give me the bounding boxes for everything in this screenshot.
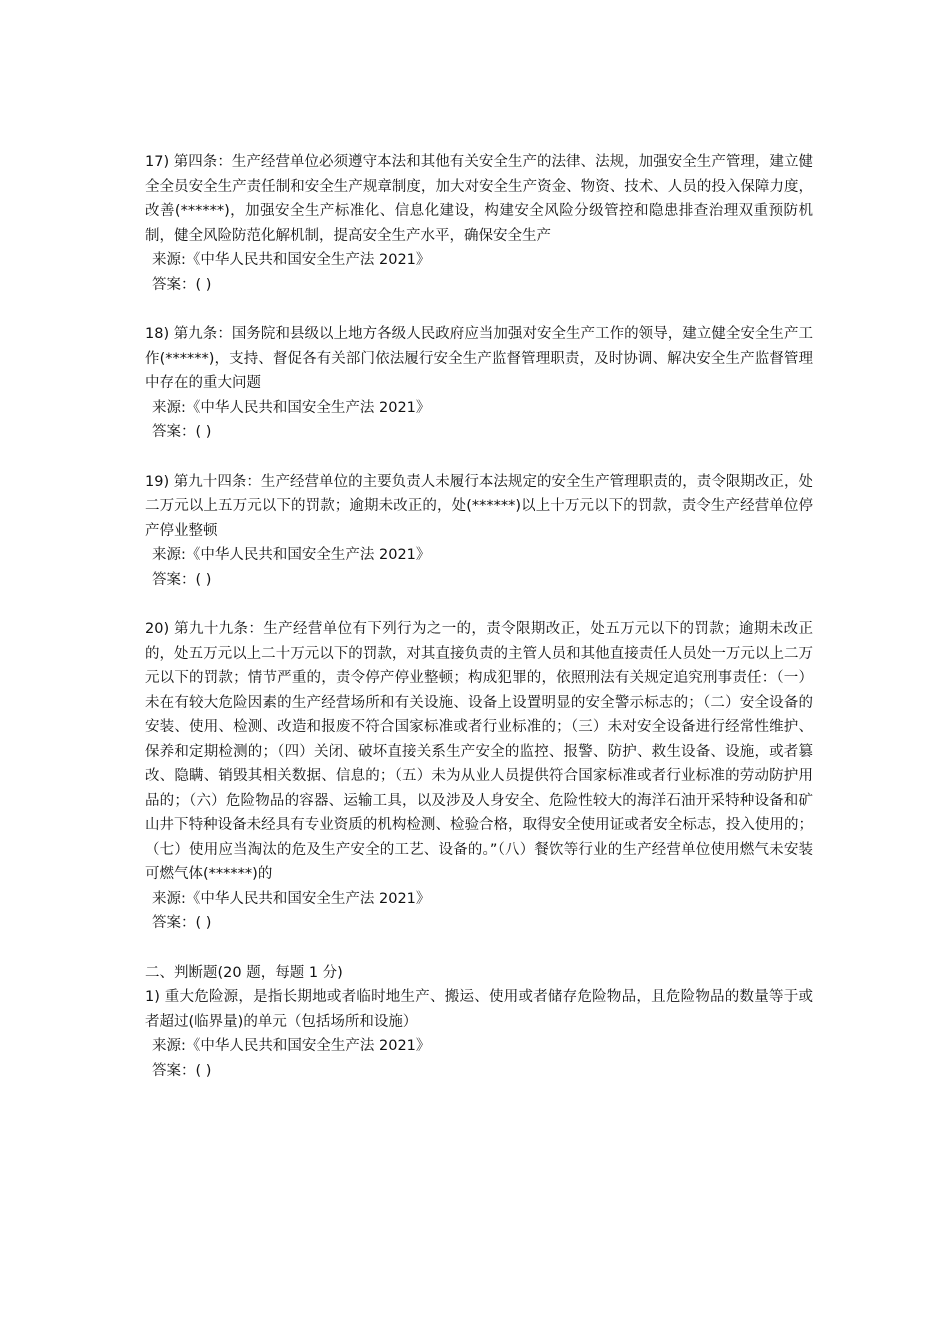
question-source: 来源:《中华人民共和国安全生产法 2021》 — [152, 252, 431, 268]
question-answer: 答案：( ) — [152, 915, 212, 931]
tf-question-1 — [145, 985, 813, 1083]
document-page — [145, 150, 813, 1108]
question-source: 来源:《中华人民共和国安全生产法 2021》 — [152, 547, 431, 563]
question-18 — [145, 322, 813, 445]
question-text: 18) 第九条：国务院和县级以上地方各级人民政府应当加强对安全生产工作的领导，建立健全安全生产工作(******)，支持、督促各有关部门依法履行安全生产监督管理职责，及时协调、解决安全生产监督管理中存在的重大问题 — [145, 326, 813, 391]
question-text: 20) 第九十九条：生产经营单位有下列行为之一的，责令限期改正，处五万元以下的罚款；逾期未改正的，处五万元以上二十万元以下的罚款，对其直接负责的主管人员和其他直接责任人员处一万元以上二万元以下的罚款；情节严重的，责令停产停业整顿；构成犯罪的，依照刑法有关规定追究刑事责任：（一）未在有较大危险因素的生产经营场所和有关设施、设备上设置明显的安全警示标志的；（二）安全设备的安装、使用、检测、改造和报废不符合国家标准或者行业标准的；（三）未对安全设备进行经常性维护、保养和定期检测的；（四）关闭、破坏直接关系生产安全的监控、报警、防护、救生设备、设施，或者篡改、隐瞒、销毁其相关数据、信息的；（五）未为从业人员提供符合国家标准或者行业标准的劳动防护用品的；（六）危险物品的容器、运输工具，以及涉及人身安全、危险性较大的海洋石油开采特种设备和矿山井下特种设备未经具有专业资质的机构检测、检验合格，取得安全使用证或者安全标志，投入使用的；（七）使用应当淘汰的危及生产安全的工艺、设备的。”（八）餐饮等行业的生产经营单位使用燃气未安装可燃气体(******)的 — [145, 621, 813, 882]
question-text: 17) 第四条：生产经营单位必须遵守本法和其他有关安全生产的法律、法规，加强安全生产管理，建立健全全员安全生产责任制和安全生产规章制度，加大对安全生产资金、物资、技术、人员的投入保障力度，改善(******)，加强安全生产标准化、信息化建设，构建安全风险分级管控和隐患排查治理双重预防机制，健全风险防范化解机制，提高安全生产水平，确保安全生产 — [145, 154, 813, 244]
question-source: 来源:《中华人民共和国安全生产法 2021》 — [152, 890, 431, 907]
question-19 — [145, 470, 813, 593]
section-title: 二、判断题(20 题，每题 1 分) — [145, 964, 343, 981]
question-text: 1) 重大危险源，是指长期地或者临时地生产、搬运、使用或者储存危险物品，且危险物品的数量等于或者超过(临界量)的单元（包括场所和设施） — [145, 989, 813, 1030]
question-answer: 答案：( ) — [152, 571, 212, 588]
question-answer: 答案：( ) — [152, 1062, 212, 1079]
section-true-false — [145, 961, 813, 1084]
question-source: 来源:《中华人民共和国安全生产法 2021》 — [152, 399, 431, 416]
question-17 — [145, 150, 813, 297]
question-20 — [145, 617, 813, 936]
question-answer: 答案：( ) — [152, 276, 212, 293]
question-answer: 答案：( ) — [152, 424, 212, 440]
question-text: 19) 第九十四条：生产经营单位的主要负责人未履行本法规定的安全生产管理职责的，责令限期改正，处二万元以上五万元以下的罚款；逾期未改正的，处(******)以上十万元以下的罚款，责令生产经营单位停产停业整顿 — [145, 473, 813, 539]
question-source: 来源:《中华人民共和国安全生产法 2021》 — [152, 1038, 431, 1054]
